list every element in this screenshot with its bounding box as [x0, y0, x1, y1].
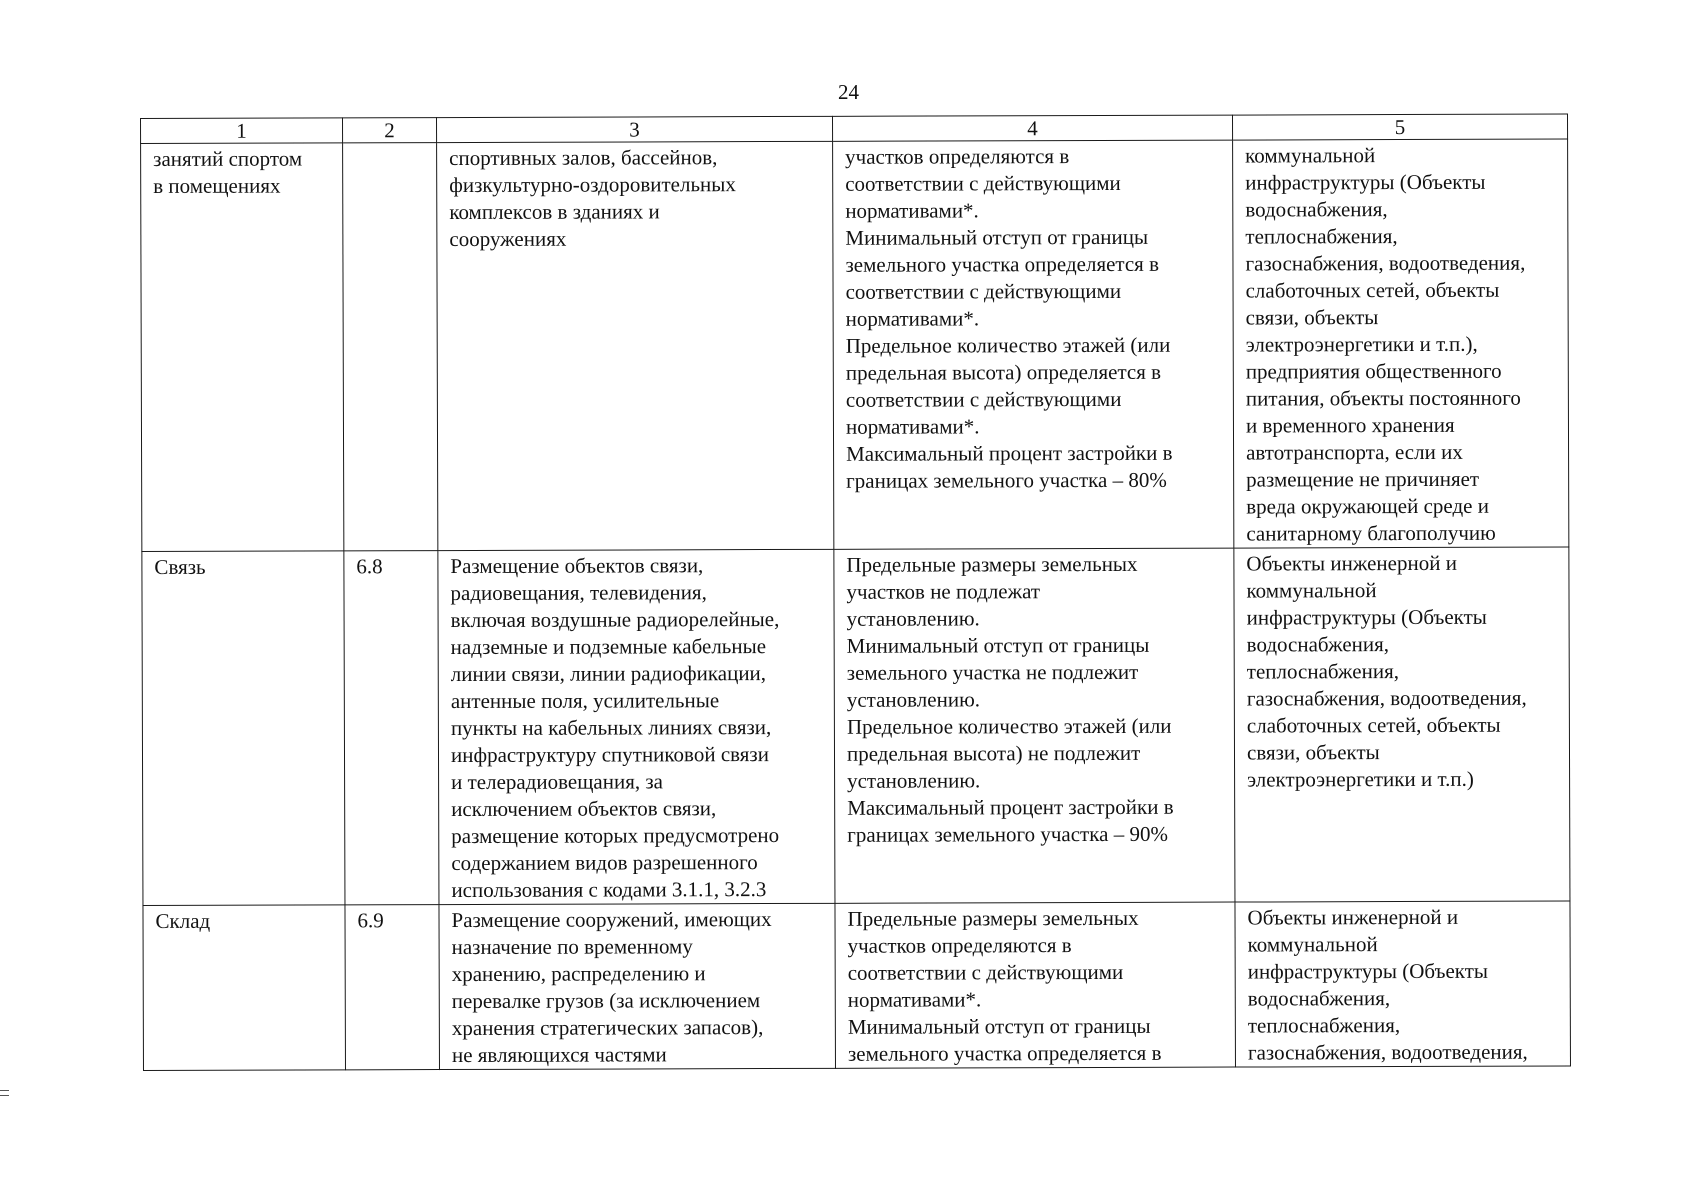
- use-type-code: 6.9: [345, 905, 440, 1070]
- table-row: [141, 139, 1569, 551]
- table-row: [142, 547, 1570, 905]
- zoning-table: [140, 114, 1571, 1071]
- use-type-name: Связь: [142, 551, 345, 906]
- use-type-description: Размещение объектов связи, радиовещания, телевидения, включая воздушные радиорелейные, надземные и подземные кабельные линии связи, линии радиофикации, антенные поля, усилительные пункты на кабельных линиях связи, инфраструктуру спутниковой связи и телерадиовещания, за исключением объектов связи, размещение которых предусмотрено содержанием видов разрешенного использования с кодами 3.1.1, 3.2.3: [438, 549, 835, 904]
- use-type-name: Склад: [143, 905, 346, 1071]
- column-number-1: 1: [141, 118, 343, 144]
- use-type-auxiliary: коммунальной инфраструктуры (Объекты водоснабжения, теплоснабжения, газоснабжения, водоотведения, слаботочных сетей, объекты связи, объекты электроэнергетики и т.п.), предприятия общественного питания, объекты постоянного и временного хранения автотранспорта, если их размещение не причиняет вреда окружающей среде и санитарному благополучию: [1233, 139, 1569, 548]
- use-type-code: 6.8: [344, 551, 439, 905]
- use-type-auxiliary: Объекты инженерной и коммунальной инфраструктуры (Объекты водоснабжения, теплоснабжения, газоснабжения, водоотведения,: [1235, 901, 1571, 1067]
- table-row: [143, 901, 1571, 1070]
- use-type-parameters: участков определяются в соответствии с действующими нормативами*. Минимальный отступ от границы земельного участка определяется в соответствии с действующими нормативами*. Предельное количество этажей (или предельная высота) определяется в соответствии с действующими нормативами*. Максимальный процент застройки в границах земельного участка – 80%: [833, 140, 1234, 549]
- use-type-description: Размещение сооружений, имеющих назначение по временному хранению, распределению и перевалке грузов (за исключением хранения стратегических запасов), не являющихся частями: [439, 903, 836, 1069]
- column-number-5: 5: [1232, 114, 1567, 140]
- use-type-name: занятий спортом в помещениях: [141, 143, 344, 552]
- use-type-auxiliary: Объекты инженерной и коммунальной инфраструктуры (Объекты водоснабжения, теплоснабжения, газоснабжения, водоотведения, слаботочных сетей, объекты связи, объекты электроэнергетики и т.п.): [1234, 547, 1570, 902]
- scan-edge-mark: [0, 1090, 9, 1096]
- use-type-description: спортивных залов, бассейнов, физкультурно-оздоровительных комплексов в зданиях и сооружениях: [437, 141, 834, 550]
- column-number-3: 3: [437, 116, 833, 142]
- column-number-2: 2: [343, 118, 437, 143]
- use-type-parameters: Предельные размеры земельных участков не подлежат установлению. Минимальный отступ от границы земельного участка не подлежит установлению. Предельное количество этажей (или предельная высота) не подлежит установлению. Максимальный процент застройки в границах земельного участка – 90%: [834, 548, 1235, 903]
- use-type-code: [343, 143, 438, 551]
- page-number: 24: [838, 80, 859, 104]
- use-type-parameters: Предельные размеры земельных участков определяются в соответствии с действующими нормативами*. Минимальный отступ от границы земельного участка определяется в: [835, 902, 1236, 1068]
- column-number-4: 4: [832, 115, 1232, 141]
